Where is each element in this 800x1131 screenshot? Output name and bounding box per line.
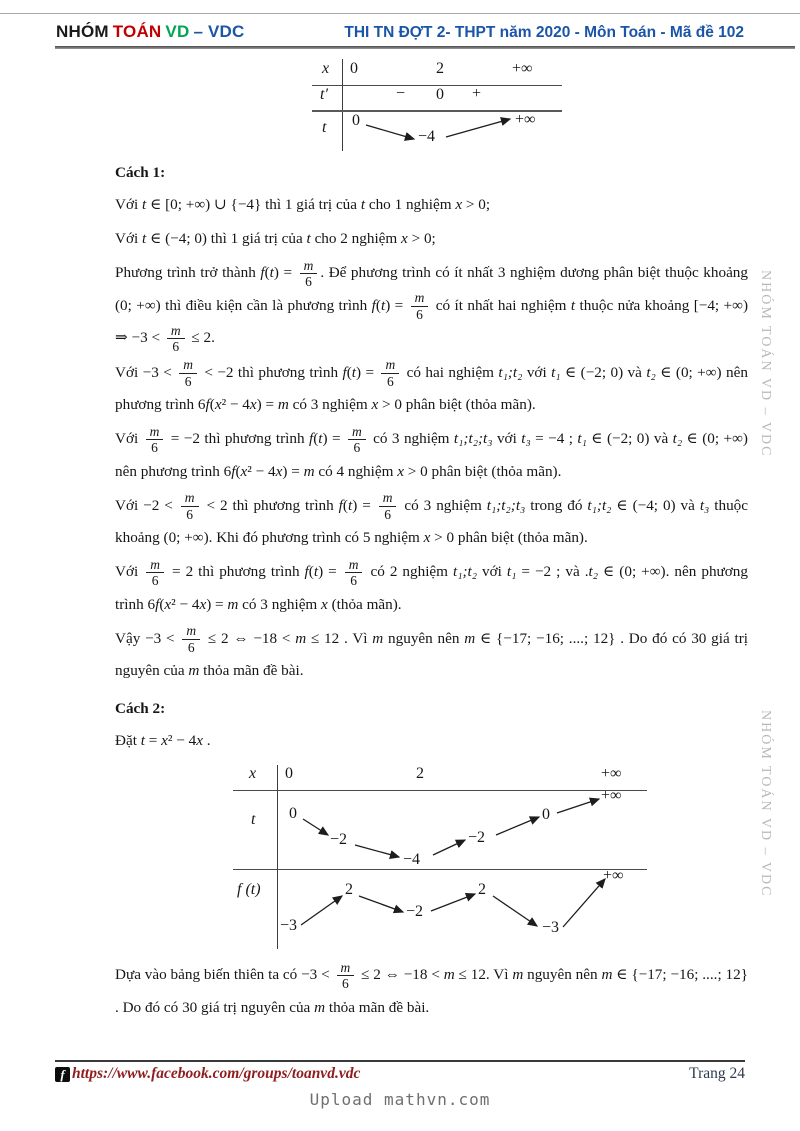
text-run: có hai nghiệm [402,363,499,381]
t-curve-value: 0 [289,805,297,823]
paragraph [115,423,748,488]
row-label-t: t [322,119,327,136]
text-run: t₁;t₂ [452,563,478,581]
ft-curve-value: 2 [345,881,353,899]
text-run: ) = [282,462,304,480]
side-watermark: NHÓM TOÁN VD – VDC [758,710,773,898]
x-value: 0 [285,765,293,783]
text-run: ∈ (−4; 0) và [611,496,700,514]
text-run: ∈ (−2; 0) và [560,363,647,381]
text-run: t₂ [588,563,599,581]
text-run: t₁;t₂ [498,363,523,381]
text-run: m [277,396,289,414]
text-run: = 2 thì phương trình [166,563,305,581]
text-run: f [304,563,309,581]
text-run: f [338,496,343,514]
text-run: có 4 nghiệm [314,462,398,480]
text-run: có 3 nghiệm [399,496,487,514]
text-run: ) = [356,363,379,381]
text-run: ( [313,430,319,448]
text-run: với [492,430,522,448]
text-run: Phương trình trở thành [115,264,261,281]
text-run: m [303,462,315,480]
text-run: ∈ (−2; 0) và [586,430,673,448]
t-curve-value: 0 [352,112,360,129]
text-run: Với [115,430,143,448]
text-run: thỏa mãn đề bài. [199,662,304,680]
fraction: $\frac{m}{6}$ [146,557,164,589]
text-run: m [443,966,455,984]
text-run: ) = [322,430,345,448]
text-run: t₃ [521,430,531,448]
text-run: t [313,563,319,581]
exam-title: THI TN ĐỢT 2- THPT năm 2020 - Môn Toán - Mã đề 102 [344,24,744,41]
ft-curve-value: −2 [406,903,424,921]
text-run: t [360,196,366,213]
text-run: ≤ 2 ⇔ −18 < [357,966,444,984]
row-label-t-prime: t′ [320,86,328,103]
text-run: ≤ 12 . Vì [306,629,373,647]
text-run: ( [375,296,381,314]
fraction: $\frac{m}{6}$ [300,258,318,290]
text-run: t₁;t₂;t₃ [453,430,493,448]
text-run: ∈ {−17; −16; ....; 12} . Do đó có 30 giá trị nguyên của [115,629,749,680]
paragraph [115,623,748,688]
text-run: cho 1 nghiệm [365,196,456,213]
text-run: t [318,430,323,448]
text-run: < 2 thì phương trình [201,496,339,514]
text-run: x [321,595,328,613]
table-rule [233,869,647,870]
t-curve-value: −4 [403,851,421,869]
text-run: ² − 4 [167,732,197,750]
row-label-ft: f (t) [237,881,261,899]
text-run: t [570,296,576,314]
text-run: t [140,732,145,750]
brand-title [56,22,249,42]
text-run: (thỏa mãn). [327,595,402,613]
text-run: t [142,230,147,247]
text-run: có 3 nghiệm [288,396,372,414]
text-run: ) = [206,595,228,613]
t-curve-value: 0 [542,806,550,824]
text-run: ( [159,595,165,613]
text-run: nguyên nên [523,966,602,984]
text-run: thuộc nửa khoảng [−4; +∞) ⇒ −3 < [115,296,749,347]
text-run: ) = [385,296,408,314]
text-run: t [269,264,274,281]
text-run: t₁ [577,430,587,448]
side-watermark: NHÓM TOÁN VD – VDC [758,270,773,458]
t-curve-value: +∞ [601,787,622,805]
x-value: 0 [350,60,358,77]
text-run: t₁ [506,563,517,581]
fraction: $\frac{m}{6}$ [179,357,197,389]
footer-rule [55,1060,745,1062]
x-value: 2 [416,765,424,783]
text-run: m [512,966,524,984]
text-run: cho 2 nghiệm [310,230,402,247]
text-run: t [380,296,386,314]
text-run: có ít nhất hai nghiệm [431,296,571,314]
text-run: t [306,230,311,247]
text-run: ) = [318,563,342,581]
text-run: f [309,430,314,448]
text-run: ( [235,462,241,480]
table-vertical-rule [277,765,278,949]
text-run: x [164,595,172,613]
text-run: f [342,363,347,381]
text-run: x [401,230,408,247]
text-run: f [231,462,236,480]
solution-conclusion [115,959,748,1024]
text-run: với [477,563,507,581]
text-run: ( [209,396,215,414]
text-run: = −2 ; và . [516,563,589,581]
text-run: t₁;t₂ [587,496,612,514]
upload-watermark: Upload mathvn.com [309,1090,491,1109]
header-rule [55,46,795,49]
t-prime-sign: + [472,85,482,102]
table-vertical-rule [342,59,343,151]
row-label-x: x [322,60,330,77]
x-value: +∞ [512,60,533,77]
text-run: ² − 4 [171,595,200,613]
variation-table-t [312,59,562,151]
text-run: t₃ [699,496,710,514]
text-run: = −2 thì phương trình [166,430,309,448]
fraction: $\frac{m}{6}$ [167,323,185,355]
brand-part: – VDC [193,22,245,41]
t-curve-value: −2 [330,831,348,849]
text-run: có 3 nghiệm [368,430,454,448]
x-value: 2 [436,60,444,77]
text-run: Với [115,230,143,247]
text-run: ( [342,496,348,514]
text-run: t₂ [672,430,683,448]
text-run: ≤ 2 ⇔ −18 < [203,629,296,647]
row-label-x: x [249,765,257,783]
fraction: $\frac{m}{6}$ [345,557,363,589]
text-run: ≤ 2. [187,329,215,347]
text-run: m [601,966,613,984]
text-run: t₁ [551,363,561,381]
text-run: Dựa vào bảng biến thiên ta có −3 < [115,966,334,984]
fraction: $\frac{m}{6}$ [337,960,355,992]
text-run: x [214,396,222,414]
text-run: t₂ [646,363,656,381]
ft-curve-value: −3 [542,919,560,937]
text-run: x [371,396,379,414]
section-heading: Cách 1: [115,164,166,181]
t-prime-sign: − [396,85,406,102]
text-run: m [295,629,307,647]
fraction: $\frac{m}{6}$ [181,490,199,522]
page-number: Trang 24 [689,1065,745,1082]
text-run: m [372,629,384,647]
text-run: Với [115,563,144,581]
text-run: thỏa mãn đề bài. [325,998,430,1016]
text-run: f [155,595,160,613]
t-curve-value: +∞ [515,111,536,128]
t-prime-sign: 0 [436,86,444,103]
page-top-rule [0,13,800,14]
facebook-icon: f [55,1067,70,1082]
text-run: có 3 nghiệm [238,595,322,613]
text-run: x [240,462,248,480]
text-run: > 0 phân biệt (thỏa mãn). [378,396,536,414]
text-run: ( [346,363,352,381]
text-run: trong đó [525,496,588,514]
text-run: t [351,363,357,381]
text-run: Với −2 < [115,496,178,514]
text-run: ² − 4 [221,396,250,414]
variation-table-t-ft [233,765,647,949]
text-run: ² − 4 [247,462,276,480]
text-run: = [144,732,162,750]
text-run: nguyên nên [383,629,465,647]
brand-part: VD [165,22,190,41]
text-run: ∈ (0; +∞) nên phương trình 6 [115,430,748,480]
text-run: x [249,396,257,414]
text-run: ( [264,264,270,281]
text-run: ∈ [0; +∞) ∪ {−4} thì 1 giá trị của [146,196,361,213]
paragraph [115,959,748,1024]
row-label-t: t [251,811,256,829]
ft-curve-value: −3 [280,917,298,935]
text-run: ∈ {−17; −16; ....; 12} . Do đó có 30 giá trị nguyên của [115,966,748,1016]
text-run: t₁;t₂;t₃ [486,496,526,514]
text-run: m [227,595,239,613]
solution-cach1 [115,159,748,757]
section-heading: Cách 2: [115,700,166,718]
fraction: $\frac{m}{6}$ [411,290,429,322]
text-run: Đặt [115,732,141,750]
text-run: m [314,998,326,1016]
paragraph [115,257,748,355]
fraction: $\frac{m}{6}$ [379,490,397,522]
paragraph [115,189,748,221]
text-run: ∈ (0; +∞) nên phương trình 6 [115,363,748,414]
text-run: . [202,732,211,750]
text-run: ≤ 12. Vì [454,966,513,984]
text-run: f [260,264,265,281]
text-run: x [199,595,207,613]
fraction: $\frac{m}{6}$ [146,424,164,456]
text-run: ) = [273,264,297,281]
ft-curve-value: 2 [478,881,486,899]
page-header [56,22,744,42]
t-curve-value: −4 [418,128,436,145]
text-run: có 2 nghiệm [365,563,453,581]
text-run: Với −3 < [115,363,177,381]
text-run: Vậy −3 < [115,629,180,647]
text-run: > 0; [407,230,436,247]
x-value: +∞ [601,765,622,783]
paragraph [115,490,748,555]
text-run: thuộc khoảng (0; +∞). Khi đó phương trình có 5 nghiệm [115,496,749,547]
fraction: $\frac{m}{6}$ [381,357,399,389]
text-run: với [522,363,552,381]
paragraph [115,725,748,757]
text-run: ) = [352,496,376,514]
text-run: . Để phương trình có ít nhất 3 nghiệm dương phân biệt thuộc khoảng (0; +∞) thì điều kiện cần là phương trình [115,264,748,314]
text-run: x [397,462,404,480]
table-rule [233,790,647,791]
text-run: Với [115,196,143,213]
ft-curve-value: +∞ [603,867,624,885]
text-run: t [347,496,353,514]
fraction: $\frac{m}{6}$ [348,424,366,456]
paragraph [115,357,748,422]
text-run: t [142,196,147,213]
text-run: f [371,296,376,314]
text-run: f [205,396,210,414]
brand-part: TOÁN [112,22,162,41]
text-run: = −4 ; [530,430,578,448]
fraction: $\frac{m}{6}$ [182,623,200,655]
text-run: < −2 thì phương trình [199,363,343,381]
t-curve-value: −2 [468,829,486,847]
text-run: ∈ (0; +∞). nên phương trình 6 [115,563,748,613]
text-run: x [455,196,463,213]
text-run: > 0 phân biệt (thỏa mãn). [403,462,562,480]
text-run: ∈ (−4; 0) thì 1 giá trị của [146,230,307,247]
text-run: x [161,732,168,750]
text-run: m [188,662,200,680]
text-run: x [423,529,431,547]
paragraph [115,556,748,621]
brand-part: NHÓM [56,22,109,41]
text-run: > 0; [462,196,491,213]
facebook-group-link[interactable]: https://www.facebook.com/groups/toanvd.vdc [72,1065,361,1082]
text-run: > 0 phân biệt (thỏa mãn). [430,529,588,547]
text-run: ( [308,563,314,581]
page-footer [55,1060,745,1109]
text-run: x [196,732,203,750]
text-run: ) = [256,396,278,414]
text-run: m [464,629,476,647]
paragraph [115,223,748,255]
text-run: x [275,462,283,480]
